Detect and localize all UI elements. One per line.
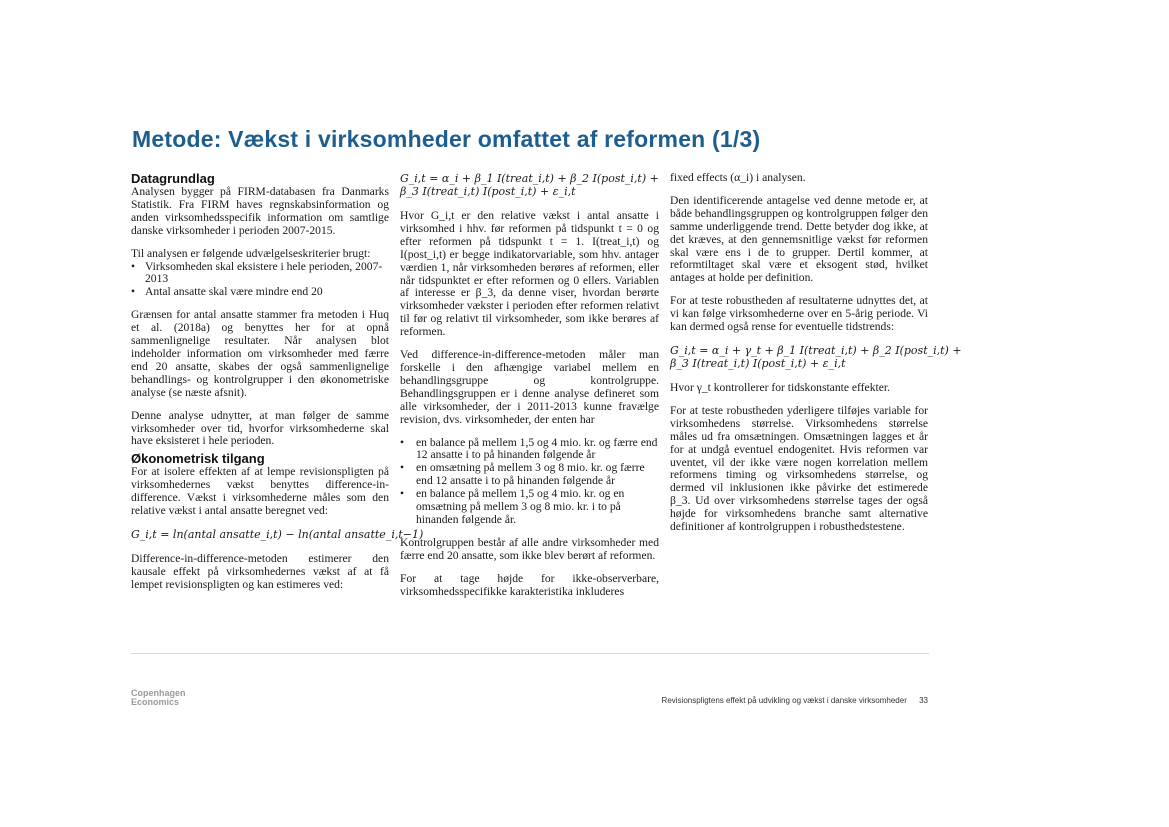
list-item: • en omsætning på mellem 3 og 8 mio. kr. og færre end 12 ansatte i to på hinanden følgende år: [400, 462, 659, 488]
criteria-list: [131, 261, 389, 300]
paragraph: Hvor G_i,t er den relative vækst i antal ansatte i virksomhed i hhv. før reformen på tidspunkt t = 0 og efter reformen på tidspunkt t = 1. I(treat_i,t) og I(post_i,t) er begge indikatorvariable, som hhv. antager værdien 1, når virksomheden berøres af reformen, eller når tidspunktet er efter reformen og 0 ellers. Variablen af interesse er β_3, da denne viser, hvordan berørte virksomheder vækster i perioden efter reformen relativt til før og relativt til virksomheder, som ikke berøres af reformen.: [400, 209, 659, 339]
report-title: Revisionspligtens effekt på udvikling og vækst i danske virksomheder: [661, 696, 907, 705]
list-item: • Virksomheden skal eksistere i hele perioden, 2007-2013: [131, 261, 389, 287]
treatment-criteria-list: [400, 437, 659, 527]
equation-trend-line2: β_3 I(treat_i,t) I(post_i,t) + ε_i,t: [670, 356, 846, 370]
list-item: • Antal ansatte skal være mindre end 20: [131, 286, 389, 299]
page-number: 33: [919, 696, 928, 705]
list-item: • en balance på mellem 1,5 og 4 mio. kr. og færre end 12 ansatte i to på hinanden følgende år: [400, 437, 659, 463]
equation-did-line1: G_i,t = α_i + β_1 I(treat_i,t) + β_2 I(post_i,t) +: [400, 172, 659, 185]
equation-did-line2: β_3 I(treat_i,t) I(post_i,t) + ε_i,t: [400, 185, 576, 198]
paragraph: fixed effects (α_i) i analysen.: [670, 171, 806, 184]
company-logo: Copenhagen Economics: [131, 688, 186, 707]
paragraph: For at tage højde for ikke-observerbare, virksomhedsspecifikke karakteristika inkluderes: [400, 571, 659, 598]
footer: [560, 696, 928, 705]
paragraph: Ved difference-in-difference-metoden måler man forskelle i den afhængige variabel mellem en behandlingsgruppe og kontrolgruppe. Behandlingsgruppen er i denne analyse defineret som alle virksomheder, der i 2011-2013 kunne fravælge revision, dvs. virksomheder, der enten har: [400, 348, 659, 426]
paragraph: Denne analyse udnytter, at man følger de samme virksomheder over tid, hvorfor virksomhederne skal have eksisteret i hele perioden.: [131, 408, 389, 448]
heading-datagrundlag: Datagrundlag: [131, 171, 215, 186]
paragraph: Analysen bygger på FIRM-databasen fra Danmarks Statistik. Fra FIRM haves regnskabsinformation og anden virksomhedsspecifik information om samtlige danske virksomheder i perioden 2007-2015.: [131, 185, 389, 237]
column-middle: [400, 172, 659, 608]
paragraph: Den identificerende antagelse ved denne metode er, at både behandlingsgruppen og kontrolgruppen følger den samme underliggende trend. Dette betyder dog ikke, at det kræves, at den gennemsnitlige vækst før reformen skal være ens i de to grupper. Dertil kommer, at reformtiltaget skal være et eksogent stød, hvilket antages at holde per definition.: [670, 193, 928, 285]
paragraph: Til analysen er følgende udvælgelseskriterier brugt:: [131, 246, 371, 260]
paragraph: Kontrolgruppen består af alle andre virksomheder med færre end 20 ansatte, som ikke blev berørt af reformen.: [400, 535, 659, 562]
column-right: [670, 171, 962, 544]
list-item: • en balance på mellem 1,5 og 4 mio. kr. og en omsætning på mellem 3 og 8 mio. kr. i to på hinanden følgende år.: [400, 488, 659, 527]
heading-okonometrisk: Økonometrisk tilgang: [131, 451, 265, 467]
paragraph: Hvor γ_t kontrollerer for tidskonstante effekter.: [670, 380, 890, 394]
equation-trend-line1: G_i,t = α_i + γ_t + β_1 I(treat_i,t) + β_2 I(post_i,t) +: [670, 343, 962, 357]
paragraph: Grænsen for antal ansatte stammer fra metoden i Huq et al. (2018a) og benyttes her for at opnå sammenlignelige resultater. Når analysen blot indeholder information om virksomheder med færre end 20 ansatte, skabes der også sammenlignelige behandlings- og kontrolgrupper i den økonometriske analyse (se næste afsnit).: [131, 308, 389, 399]
paragraph: For at teste robustheden af resultaterne udnyttes det, at vi kan følge virksomhederne over en 5-årig periode. Vi kan dermed også rense for eventuelle tidstrends:: [670, 294, 928, 334]
page-title: Metode: Vækst i virksomheder omfattet af reformen (1/3): [132, 126, 761, 152]
paragraph: Difference-in-difference-metoden estimerer den kausale effekt på virksomhedernes vækst af at få lempet revisionspligten og kan estimeres ved:: [131, 551, 389, 591]
paragraph: For at isolere effekten af at lempe revisionspligten på virksomhedernes vækst benyttes difference-in-difference. Vækst i virksomhederne måles som den relative vækst i antal ansatte beregnet ved:: [131, 465, 389, 518]
paragraph: For at teste robustheden yderligere tilføjes variable for virksomhedens størrelse. Virksomhedens størrelse måles ud fra omsætningen. Omsætningen lagges et år for at undgå eventuel endogenitet. Hvis reformen var uventet, vil der ikke være nogen korrelation mellem reformens timing og virksomhedens størrelse, og dermed vil inklusionen ikke påvirke det estimerede β_3. Ud over virksomhedens størrelse tages der også højde for virksomhedens branche samt alternative definitioner af kontrolgruppen i robusthedstestene.: [670, 403, 928, 534]
footer-divider: [131, 653, 929, 654]
equation-growth: G_i,t = ln(antal ansatte_i,t) − ln(antal ansatte_i,t−1): [131, 527, 424, 541]
column-left: [131, 171, 424, 602]
